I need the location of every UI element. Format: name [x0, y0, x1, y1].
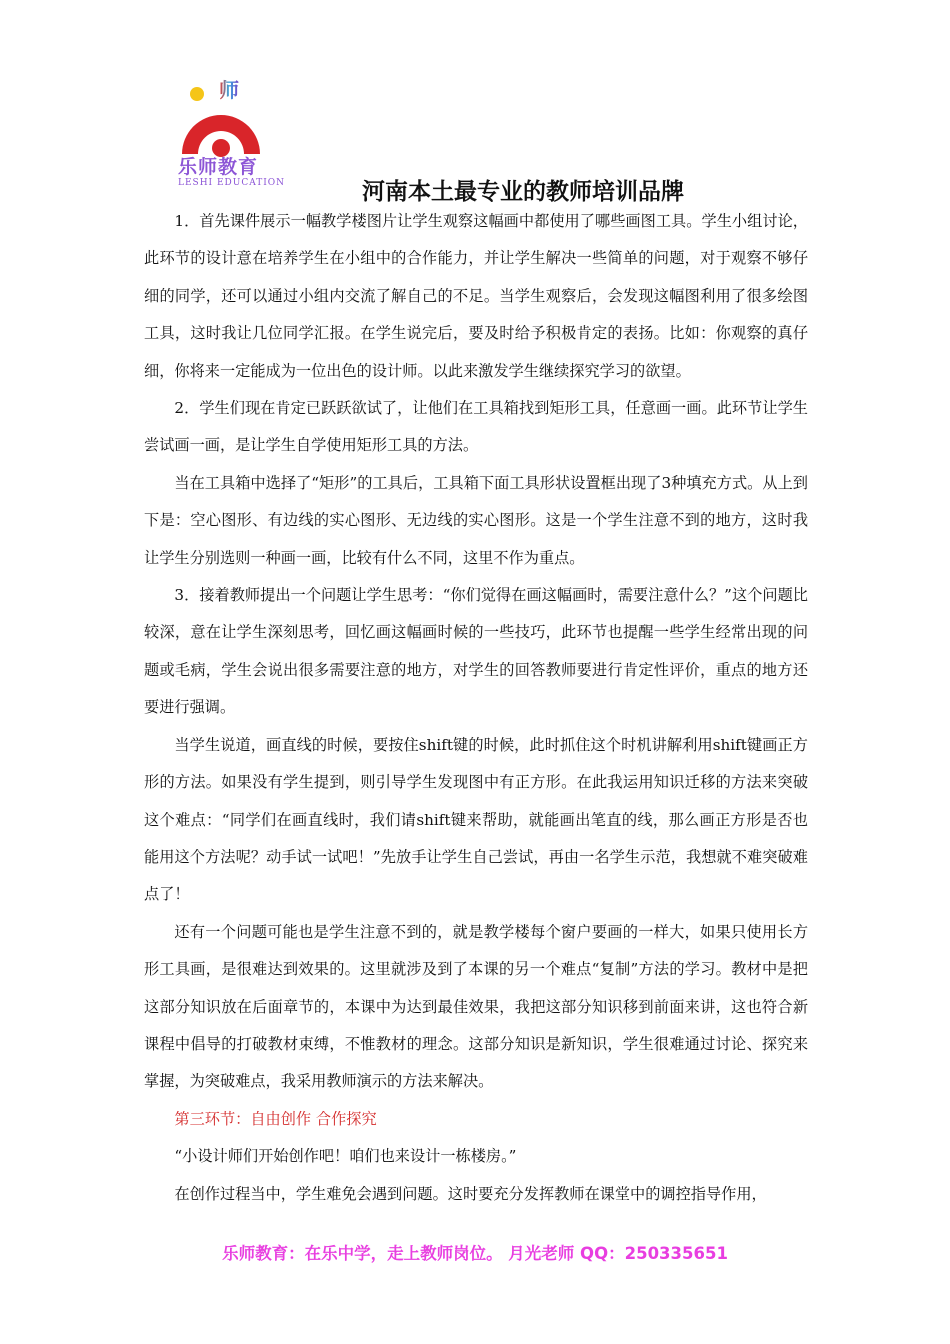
paragraph: 还有一个问题可能也是学生注意不到的，就是教学楼每个窗户要画的一样大，如果只使用长方形工具画，是很难达到效果的。这里就涉及到了本课的另一个难点“复制”方法的学习。教材中是把这部分知识放在后面章节的，本课中为达到最佳效果，我把这部分知识移到前面来讲，这也符合新课程中倡导的打破教材束缚，不惟教材的理念。这部分知识是新知识，学生很难通过讨论、探究来掌握，为突破难点，我采用教师演示的方法来解决。	[144, 922, 808, 1091]
paragraph: 2．学生们现在肯定已跃跃欲试了，让他们在工具箱找到矩形工具，任意画一画。此环节让学生尝试画一画，是让学生自学使用矩形工具的方法。	[144, 399, 808, 455]
document-body	[144, 203, 808, 1213]
paragraph: 在创作过程当中，学生难免会遇到问题。这时要充分发挥教师在课堂中的调控指导作用，	[174, 1184, 767, 1203]
paragraph: 当学生说道，画直线的时候，要按住shift键的时候，此时抓住这个时机讲解利用shift键画正方形的方法。如果没有学生提到，则引导学生发现图中有正方形。在此我运用知识迁移的方法来突破这个难点：“同学们在画直线时，我们请shift键来帮助，就能画出笔直的线，那么画正方形是否也能用这个方法呢？动手试一试吧！”先放手让学生自己尝试，再由一名学生示范，我想就不难突破难点了！	[144, 735, 808, 904]
page-headline: 河南本土最专业的教师培训品牌	[362, 179, 684, 205]
logo-character: 师	[219, 74, 239, 103]
paragraph: “小设计师们开始创作吧！咱们也来设计一栋楼房。”	[174, 1147, 517, 1166]
logo-dot	[190, 87, 204, 101]
leshi-logo	[172, 72, 286, 197]
paragraph: 3．接着教师提出一个问题让学生思考：“你们觉得在画这幅画时，需要注意什么？”这个问题比较深，意在让学生深刻思考，回忆画这幅画时候的一些技巧，此环节也提醒一些学生经常出现的问题或毛病，学生会说出很多需要注意的地方，对学生的回答教师要进行肯定性评价，重点的地方还要进行强调。	[144, 586, 808, 717]
footer-slogan: 乐师教育：在乐中学，走上教师岗位。 月光老师 QQ：250335651	[222, 1244, 728, 1263]
section-heading: 第三环节：自由创作 合作探究	[174, 1109, 377, 1128]
paragraph: 1．首先课件展示一幅教学楼图片让学生观察这幅画中都使用了哪些画图工具。学生小组讨论，此环节的设计意在培养学生在小组中的合作能力，并让学生解决一些简单的问题，对于观察不够仔细的同学，还可以通过小组内交流了解自己的不足。当学生观察后，会发现这幅图利用了很多绘图工具，这时我让几位同学汇报。在学生说完后，要及时给予积极肯定的表扬。比如：你观察的真仔细，你将来一定能成为一位出色的设计师。以此来激发学生继续探究学习的欲望。	[144, 212, 808, 380]
logo-english: LESHI EDUCATION	[178, 178, 286, 188]
paragraph: 当在工具箱中选择了“矩形”的工具后，工具箱下面工具形状设置框出现了3种填充方式。从上到下是：空心图形、有边线的实心图形、无边线的实心图形。这是一个学生注意不到的地方，这时我让学生分别选则一种画一画，比较有什么不同，这里不作为重点。	[144, 473, 808, 567]
logo-name: 乐师教育	[178, 156, 259, 178]
